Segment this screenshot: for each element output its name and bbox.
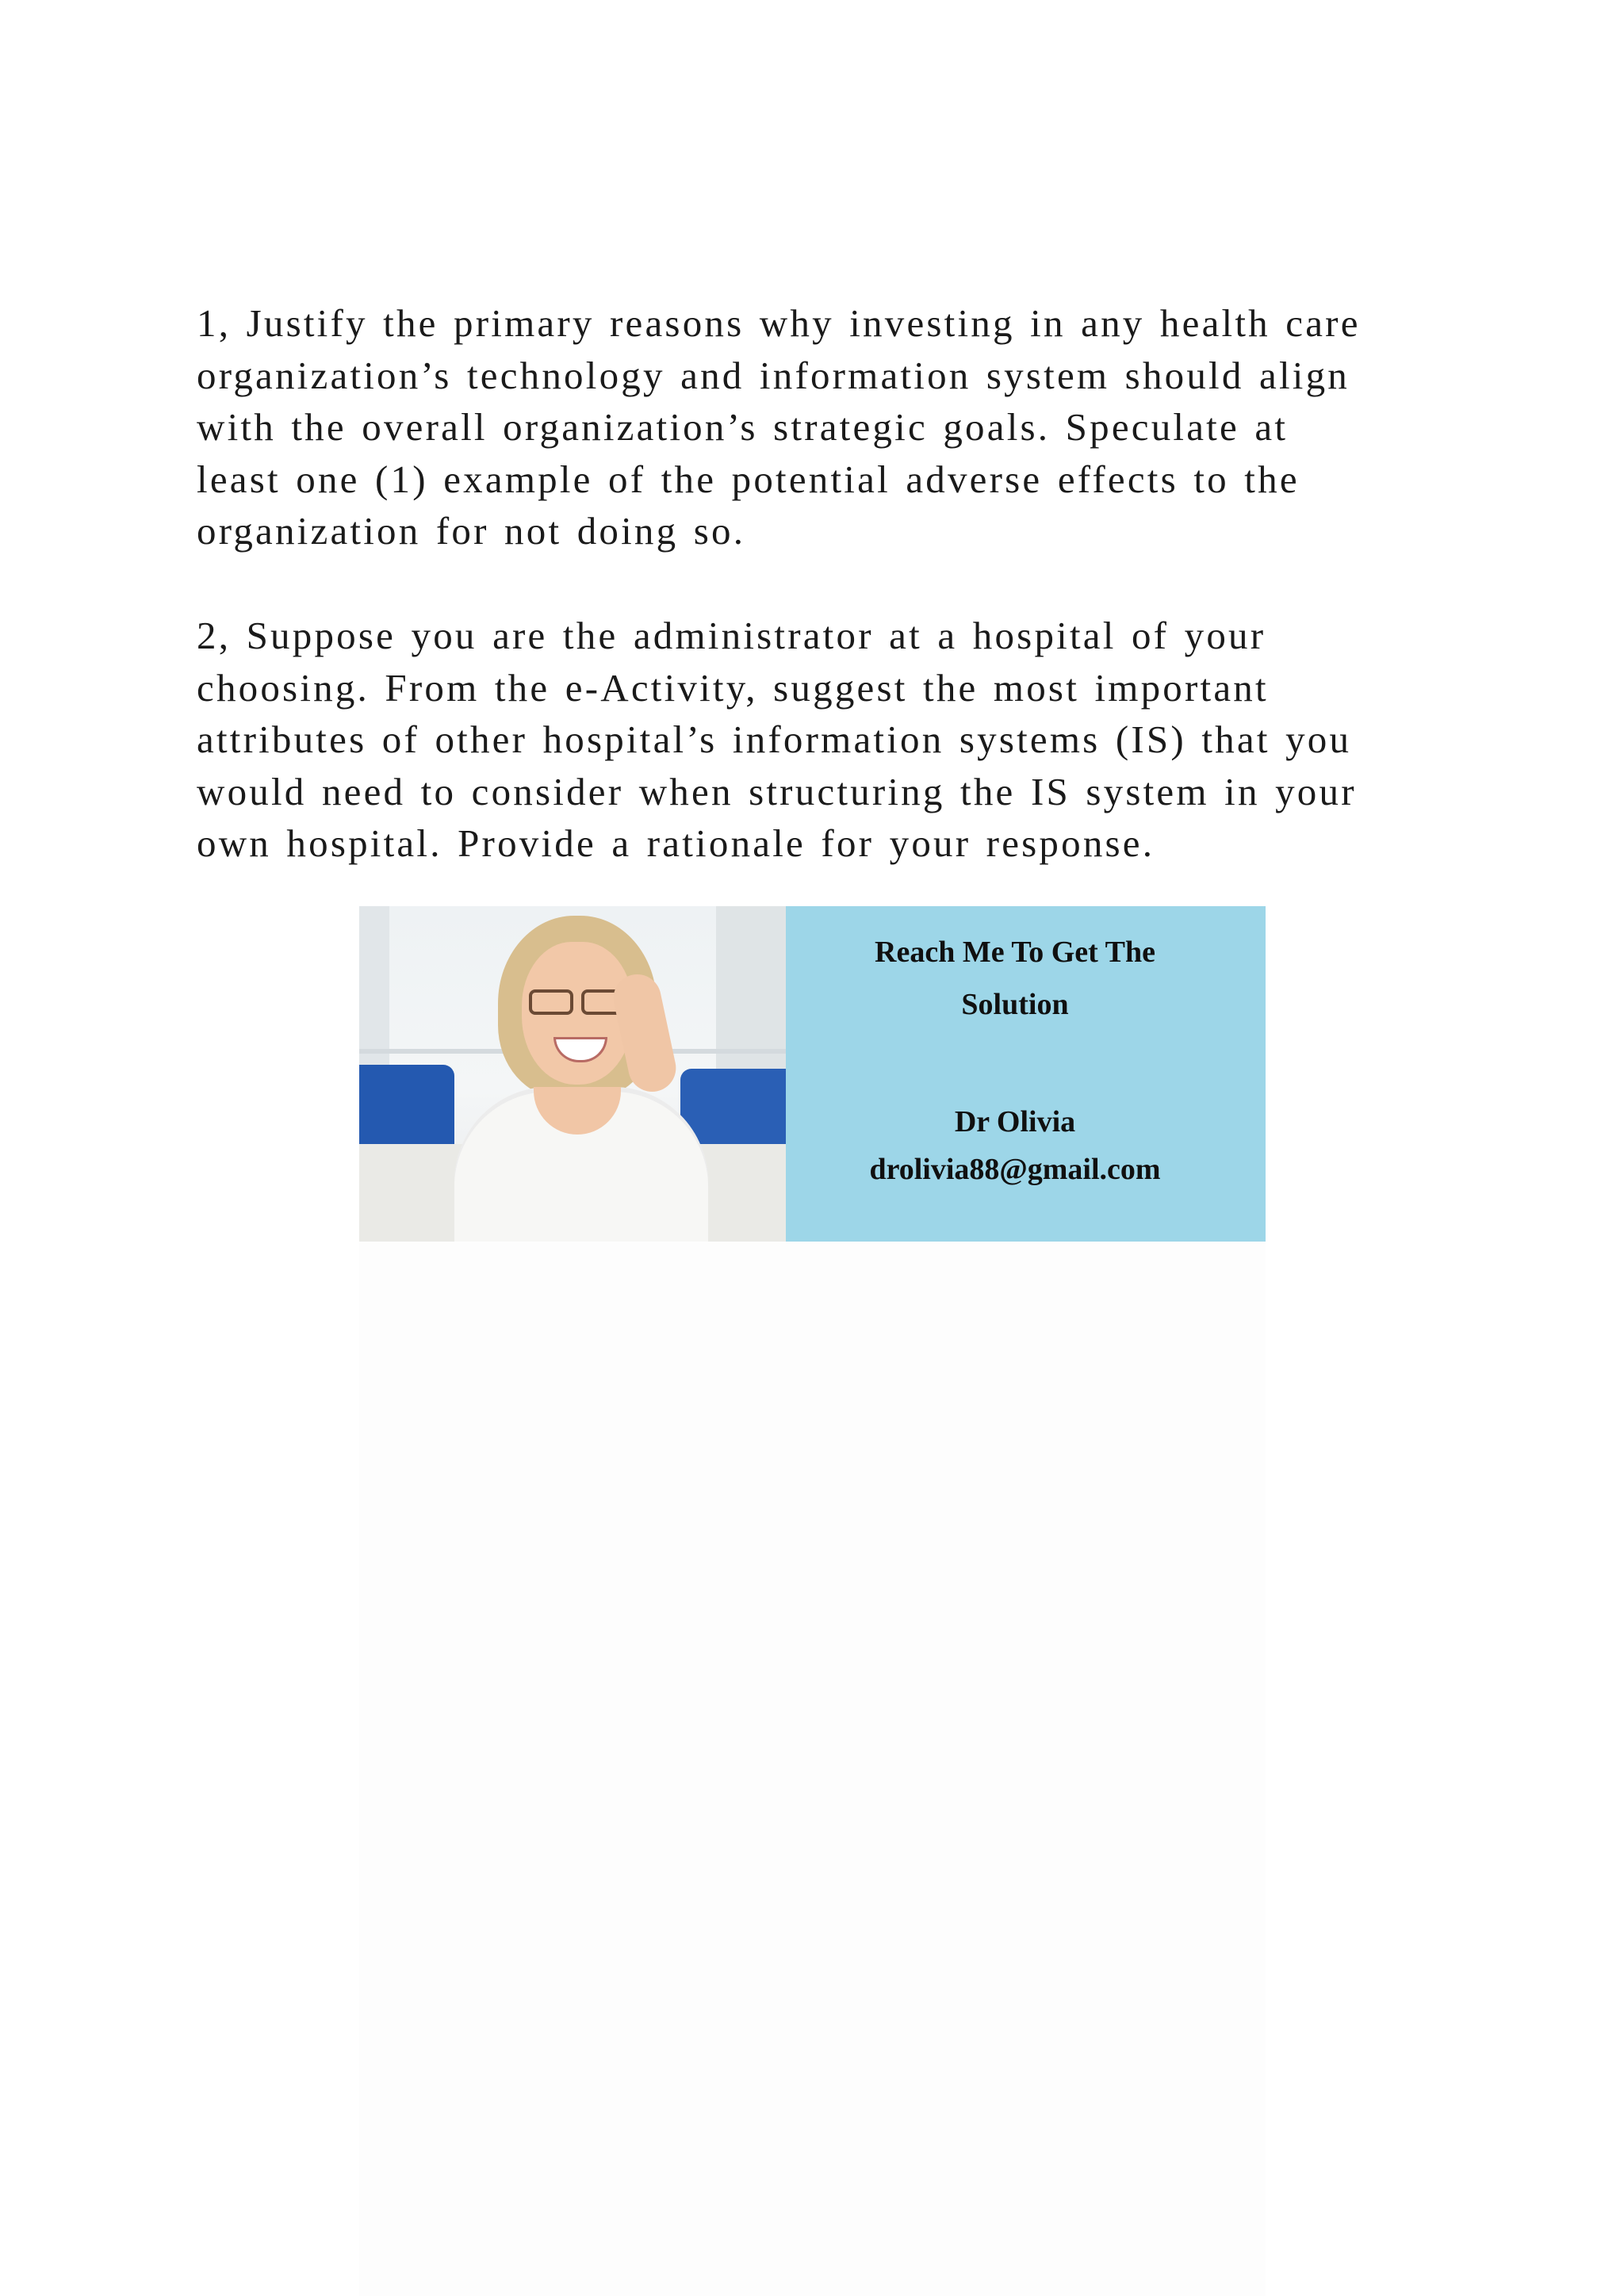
blank-area bbox=[359, 1242, 1266, 2296]
question-1-line: 1, Justify the primary reasons why investing in any health care bbox=[197, 301, 1361, 345]
banner-headline: Reach Me To Get The bbox=[875, 936, 1155, 969]
glasses-icon bbox=[529, 989, 573, 1015]
question-1 bbox=[197, 297, 1434, 557]
blue-chair bbox=[680, 1069, 786, 1144]
question-1-line: organization’s technology and information system should align bbox=[197, 353, 1350, 397]
question-2-line: attributes of other hospital’s information systems (IS) that you bbox=[197, 718, 1352, 761]
question-1-line: organization for not doing so. bbox=[197, 509, 746, 553]
banner-text-panel bbox=[786, 906, 1266, 1242]
question-1-line: least one (1) example of the potential adverse effects to the bbox=[197, 457, 1300, 501]
question-2-line: own hospital. Provide a rationale for your response. bbox=[197, 821, 1155, 865]
contact-name: Dr Olivia bbox=[954, 1105, 1076, 1138]
contact-email: drolivia88@gmail.com bbox=[869, 1153, 1161, 1186]
question-2-line: 2, Suppose you are the administrator at a hospital of your bbox=[197, 614, 1266, 657]
question-2-line: would need to consider when structuring the IS system in your bbox=[197, 769, 1357, 813]
woman-photo bbox=[359, 906, 786, 1242]
question-1-line: with the overall organization’s strategic goals. Speculate at bbox=[197, 405, 1289, 449]
question-2-line: choosing. From the e-Activity, suggest the most important bbox=[197, 665, 1269, 710]
question-2 bbox=[197, 610, 1434, 870]
contact-banner bbox=[359, 906, 1266, 1242]
blue-chair bbox=[359, 1065, 454, 1152]
banner-headline: Solution bbox=[961, 988, 1069, 1021]
